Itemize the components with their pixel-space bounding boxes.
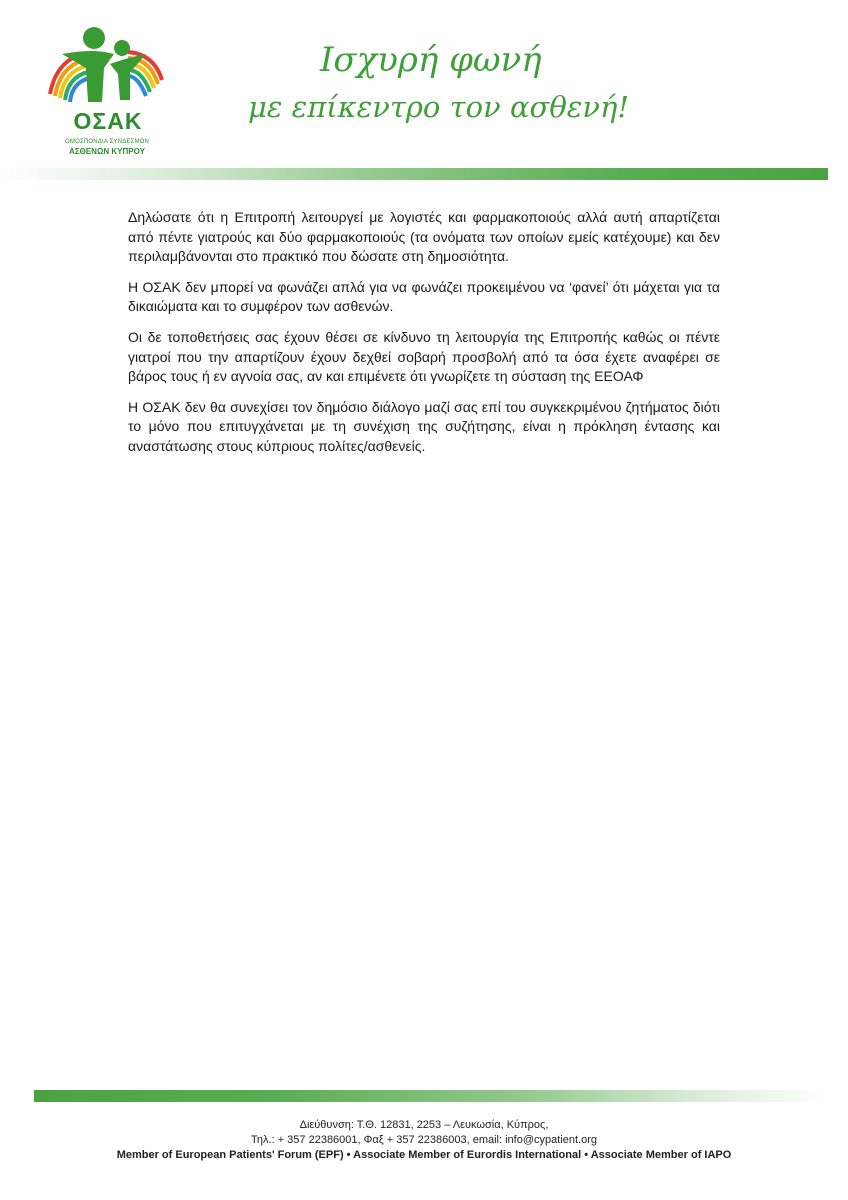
paragraph: Η ΟΣΑΚ δεν θα συνεχίσει τον δημόσιο διάλογο μαζί σας επί του συγκεκριμένου ζητήματος διότι το μόνο που επιτυγχάνεται με τη συνέχιση της συζήτησης, είναι η πρόκληση έντασης και αναστάτωσης στους κύπριους πολίτες/ασθενείς. <box>128 398 720 454</box>
letter-body <box>128 208 720 468</box>
logo-subtitle-line2: ΑΣΘΕΝΩΝ ΚΥΠΡΟΥ <box>69 147 145 156</box>
tagline-line1: Ισχυρή φωνή <box>320 40 542 80</box>
paragraph: Δηλώσατε ότι η Επιτροπή λειτουργεί με λογιστές και φαρμακοποιούς αλλά αυτή απαρτίζεται από πέντε γιατρούς και δύο φαρμακοποιούς (τα ονόματα των οποίων εμείς κατέχουμε) και δεν περιλαμβάνονται στο πρακτικό που δώσατε στη δημοσιότητα. <box>128 209 720 265</box>
logo-name: ΟΣΑΚ <box>73 108 143 134</box>
footer-memberships: Member of European Patients' Forum (EPF) • Associate Member of Eurordis International • Associate Member of IAPO <box>116 1149 732 1161</box>
osak-logo <box>42 24 170 160</box>
header-band <box>0 168 828 180</box>
paragraph: Η ΟΣΑΚ δεν μπορεί να φωνάζει απλά για να φωνάζει προκειμένου να ‘φανεί’ ότι μάχεται για τα δικαιώματα και το συμφέρον των ασθενών. <box>128 278 720 315</box>
paragraph: Οι δε τοποθετήσεις σας έχουν θέσει σε κίνδυνο τη λειτουργία της Επιτροπής καθώς οι πέντε γιατροί που την απαρτίζουν έχουν δεχθεί σοβαρή προσβολή από τα όσα έχετε αναφέρει σε βάρος τους ή εν αγνοία σας, αν και επιμένετε ότι γνωρίζετε τη σύσταση της ΕΕΟΑΦ <box>128 328 720 385</box>
footer <box>0 1118 848 1163</box>
tagline-line2: με επίκεντρο τον ασθενή! <box>248 90 630 124</box>
footer-contact: Τηλ.: + 357 22386001, Φαξ + 357 22386003, email: info@cypatient.org <box>251 1134 597 1146</box>
footer-address: Διεύθυνση: Τ.Θ. 12831, 2253 – Λευκωσία, Κύπρος, <box>299 1119 549 1131</box>
people-rainbow-icon <box>42 24 170 106</box>
logo-subtitle-line1: ΟΜΟΣΠΟΝΔΙΑ ΣΥΝΔΕΣΜΩΝ <box>65 139 149 145</box>
footer-band <box>34 1090 828 1102</box>
